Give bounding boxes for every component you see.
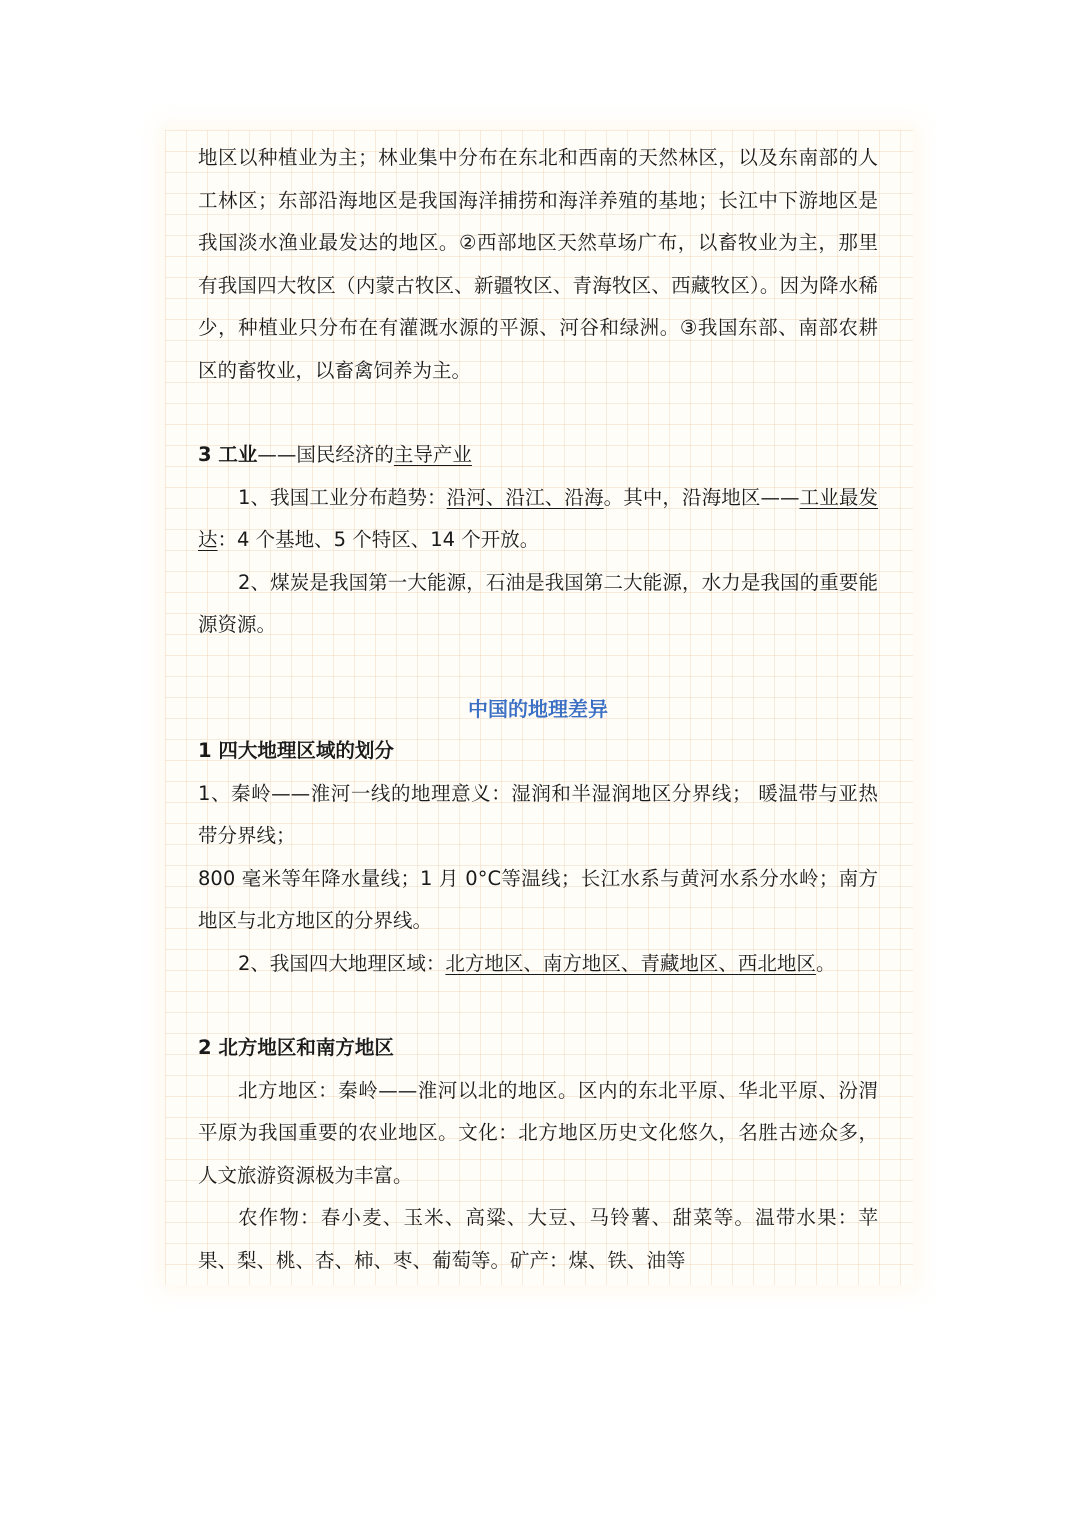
north-region-paragraph: 北方地区：秦岭——淮河以北的地区。区内的东北平原、华北平原、汾渭平原为我国重要的农业地区。文化：北方地区历史文化悠久，名胜古迹众多，人文旅游资源极为丰富。: [198, 1078, 878, 1187]
agriculture-paragraph: 地区以种植业为主；林业集中分布在东北和西南的天然林区，以及东南部的人工林区；东部沿海地区是我国海洋捕捞和海洋养殖的基地；长江中下游地区是我国淡水渔业最发达的地区。②西部地区天然草场广布，以畜牧业为主，那里有我国四大牧区（内蒙古牧区、新疆牧区、青海牧区、西藏牧区）。因为降水稀少，种植业只分布在有灌溉水源的平源、河谷和绿洲。③我国东部、南部农耕区的畜牧业，以畜禽饲养为主。: [198, 146, 878, 382]
section-title-bold: 工业: [218, 443, 258, 466]
regions-item-2: [198, 943, 878, 986]
regions-item-1-line-1: 1、秦岭——淮河一线的地理意义：湿润和半湿润地区分界线； 暖温带与亚热带分界线；: [198, 781, 878, 847]
industry-item-1-suffix: ：4 个基地、5 个特区、14 个开放。: [217, 528, 540, 551]
section-title-rest: ——国民经济的: [257, 443, 394, 466]
section-heading-industry: [198, 434, 878, 477]
section-heading-north-south: 2 北方地区和南方地区: [198, 1036, 394, 1059]
crops-paragraph: 农作物：春小麦、玉米、高粱、大豆、马铃薯、甜菜等。温带水果：苹果、梨、桃、杏、柿、枣、葡萄等。矿产：煤、铁、油等: [198, 1206, 878, 1272]
chapter-title: 中国的地理差异: [468, 696, 608, 721]
industry-most-developed-underlined: 工业最发达: [198, 485, 878, 551]
regions-item-1-line-2: 800 毫米等年降水量线；1 月 0°C等温线；长江水系与黄河水系分水岭；南方地区与北方地区的分界线。: [198, 866, 878, 932]
regions-item-2-suffix: 。: [815, 951, 836, 975]
industry-item-2: 2、煤炭是我国第一大能源，石油是我国第二大能源，水力是我国的重要能源资源。: [198, 570, 878, 636]
industry-item-1-middle: 。其中，沿海地区——: [603, 485, 800, 509]
section-title-underlined: 主导产业: [393, 443, 472, 466]
four-regions-underlined: 北方地区、南方地区、青藏地区、西北地区: [445, 951, 816, 975]
section-number: 3: [198, 443, 212, 466]
industry-item-1-prefix: 1、我国工业分布趋势：: [238, 485, 447, 509]
document-body: [198, 137, 878, 1282]
industry-trend-underlined: 沿河、沿江、沿海: [446, 485, 604, 509]
section-heading-regions: 1 四大地理区域的划分: [198, 739, 394, 762]
regions-item-2-prefix: 2、我国四大地理区域：: [238, 951, 446, 975]
industry-item-1: [198, 477, 878, 562]
